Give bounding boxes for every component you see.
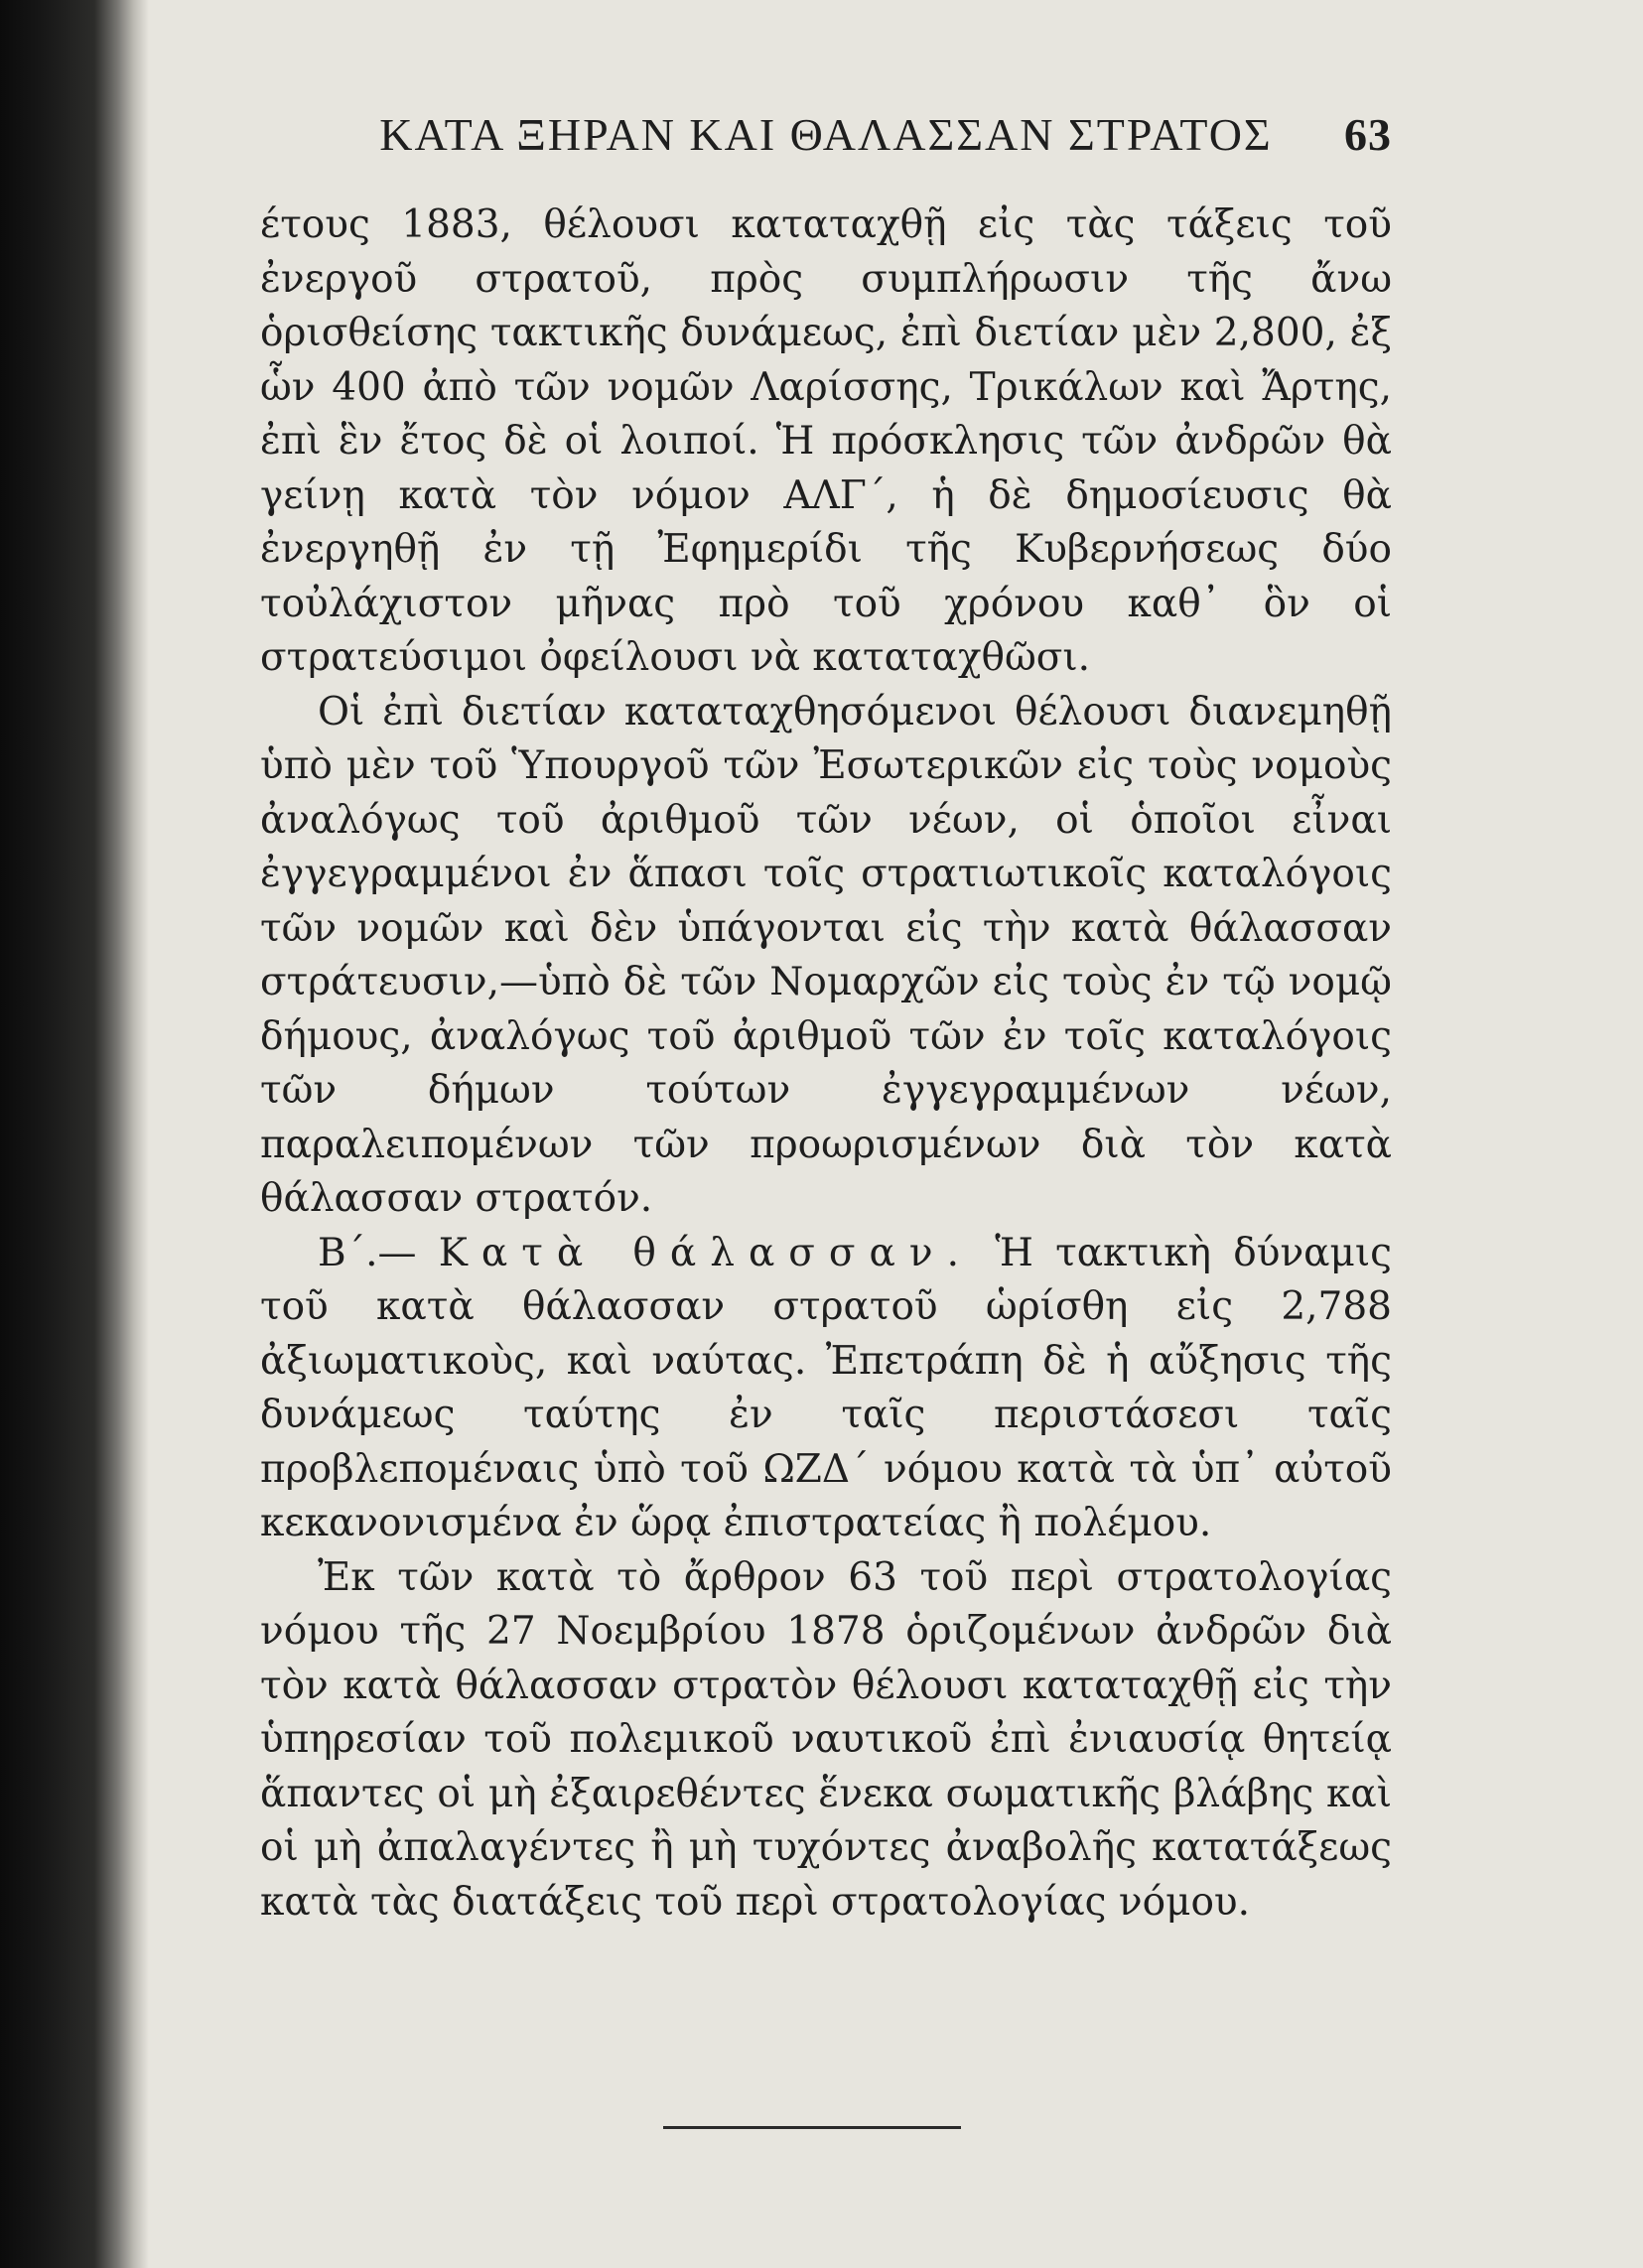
section-heading: Κατὰ θάλασσαν. [438,1230,973,1275]
running-title: ΚΑΤΑ ΞΗΡΑΝ ΚΑΙ ΘΑΛΑΣΣΑΝ ΣΤΡΑΤΟΣ [379,109,1273,160]
book-gutter-shadow [0,0,149,2268]
page-number: 63 [1344,109,1392,160]
paragraph-4: Ἐκ τῶν κατὰ τὸ ἄρθρον 63 τοῦ περὶ στρατολογίας νόμου τῆς 27 Νοεμβρίου 1878 ὁριζομένων ἀνδρῶν διὰ τὸν κατὰ θάλασσαν στρατὸν θέλουσι καταταχθῇ εἰς τὴν ὑπηρεσίαν τοῦ πολεμικοῦ ναυτικοῦ ἐπὶ ἐνιαυσίᾳ θητείᾳ ἅπαντες οἱ μὴ ἐξαιρεθέντες ἕνεκα σωματικῆς βλάβης καὶ οἱ μὴ ἀπαλαγέντες ἢ μὴ τυχόντες ἀναβολῆς κατατάξεως κατὰ τὰς διατάξεις τοῦ περὶ στρατολογίας νόμου. [260,1554,1392,1925]
paragraph-3 [260,1227,1392,1551]
running-head [260,99,1392,171]
paragraph-2: Οἱ ἐπὶ διετίαν καταταχθησόμενοι θέλουσι διανεμηθῇ ὑπὸ μὲν τοῦ Ὑπουργοῦ τῶν Ἐσωτερικῶν εἰς τοὺς νομοὺς ἀναλόγως τοῦ ἀριθμοῦ τῶν νέων, οἱ ὁποῖοι εἶναι ἐγγεγραμμένοι ἐν ἅπασι τοῖς στρατιωτικοῖς καταλόγοις τῶν νομῶν καὶ δὲν ὑπάγονται εἰς τὴν κατὰ θάλασσαν στράτευσιν,—ὑπὸ δὲ τῶν Νομαρχῶν εἰς τοὺς ἐν τῷ νομῷ δήμους, ἀναλόγως τοῦ ἀριθμοῦ τῶν ἐν τοῖς καταλόγοις τῶν δήμων τούτων ἐγγεγραμμένων νέων, παραλειπομένων τῶν προωρισμένων διὰ τὸν κατὰ θάλασσαν στρατόν. [260,689,1392,1221]
paragraph-1: έτους 1883, θέλουσι καταταχθῇ εἰς τὰς τάξεις τοῦ ἐνεργοῦ στρατοῦ, πρὸς συμπλήρωσιν τῆς ἄνω ὁρισθείσης τακτικῆς δυνάμεως, ἐπὶ διετίαν μὲν 2,800, ἐξ ὧν 400 ἀπὸ τῶν νομῶν Λαρίσσης, Τρικάλων καὶ Ἄρτης, ἐπὶ ἓν ἔτος δὲ οἱ λοιποί. Ἡ πρόσκλησις τῶν ἀνδρῶν θὰ γείνῃ κατὰ τὸν νόμον ΑΛΓ΄, ἡ δὲ δημοσίευσις θὰ ἐνεργηθῇ ἐν τῇ Ἐφημερίδι τῆς Κυβερνήσεως δύο τοὐλάχιστον μῆνας πρὸ τοῦ χρόνου καθ᾽ ὃν οἱ στρατεύσιμοι ὀφείλουσι νὰ καταταχθῶσι. [260,202,1392,680]
paragraph-3-text: Ἡ τακτικὴ δύναμις τοῦ κατὰ θάλασσαν στρατοῦ ὡρίσθη εἰς 2,788 ἀξιωματικοὺς, καὶ ναύτας. Ἐπετράπη δὲ ἡ αὔξησις τῆς δυνάμεως ταύτης ἐν ταῖς περιστάσεσι ταῖς προβλεπομέναις ὑπὸ τοῦ ΩΖΔ΄ νόμου κατὰ τὰ ὑπ᾽ αὐτοῦ κεκανονισμένα ἐν ὥρᾳ ἐπιστρατείας ἢ πολέμου. [260,1230,1392,1545]
closing-rule [663,2126,961,2129]
page-content [260,99,1392,1930]
section-number: Β΄.— [318,1230,439,1275]
body-text [260,199,1392,1930]
